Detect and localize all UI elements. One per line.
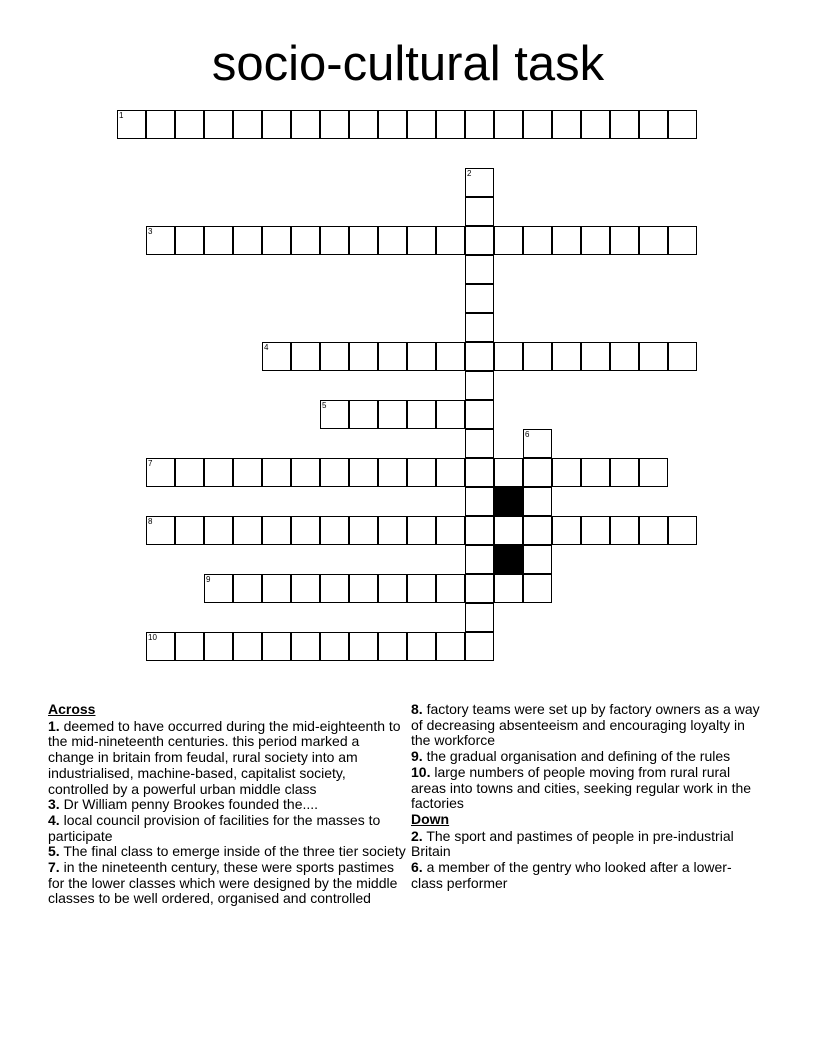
clue-across-3 <box>48 797 408 813</box>
crossword-cell[interactable] <box>407 342 436 371</box>
crossword-cell[interactable] <box>436 516 465 545</box>
crossword-cell[interactable] <box>146 458 175 487</box>
clue-number: 3. <box>48 796 60 813</box>
clue-number: 9. <box>411 748 423 765</box>
crossword-cell[interactable] <box>407 226 436 255</box>
crossword-cell[interactable] <box>349 632 378 661</box>
crossword-cell[interactable] <box>523 226 552 255</box>
crossword-cell[interactable] <box>465 255 494 284</box>
crossword-cell[interactable] <box>436 632 465 661</box>
crossword-cell[interactable] <box>581 458 610 487</box>
crossword-cell[interactable] <box>610 342 639 371</box>
crossword-cell[interactable] <box>233 458 262 487</box>
crossword-cell[interactable] <box>465 516 494 545</box>
clue-text: the gradual organisation and defining of the rules <box>426 748 731 765</box>
clue-number: 4. <box>48 811 60 828</box>
crossword-cell[interactable] <box>349 458 378 487</box>
crossword-cell[interactable] <box>378 400 407 429</box>
crossword-cell[interactable] <box>175 516 204 545</box>
crossword-cell[interactable] <box>233 574 262 603</box>
crossword-cell[interactable] <box>378 110 407 139</box>
crossword-cell[interactable] <box>291 110 320 139</box>
clue-text: large numbers of people moving from rural rural areas into towns and cities, seeking regular work in the factories <box>411 763 752 812</box>
crossword-cell[interactable] <box>146 110 175 139</box>
crossword-cell[interactable] <box>436 574 465 603</box>
crossword-cell[interactable] <box>465 458 494 487</box>
crossword-cell[interactable] <box>552 110 581 139</box>
crossword-cell[interactable] <box>320 400 349 429</box>
crossword-cell[interactable] <box>320 574 349 603</box>
clue-text: Dr William penny Brookes founded the.... <box>63 796 319 813</box>
crossword-cell[interactable] <box>175 632 204 661</box>
crossword-cell[interactable] <box>465 574 494 603</box>
crossword-cell[interactable] <box>523 342 552 371</box>
clue-text: factory teams were set up by factory owners as a way of decreasing absenteeism and encouraging loyalty in the workforce <box>411 701 760 749</box>
crossword-cell[interactable] <box>639 110 668 139</box>
crossword-cell[interactable] <box>465 632 494 661</box>
crossword-cell[interactable] <box>291 574 320 603</box>
across-heading: Across <box>48 701 96 717</box>
clue-number-label: 7 <box>148 459 153 468</box>
clue-across-9 <box>411 749 761 765</box>
crossword-cell[interactable] <box>233 632 262 661</box>
crossword-cell[interactable] <box>349 110 378 139</box>
crossword-cell[interactable] <box>494 226 523 255</box>
crossword-cell[interactable] <box>610 226 639 255</box>
crossword-cell[interactable] <box>465 342 494 371</box>
crossword-cell[interactable] <box>465 603 494 632</box>
clue-down-2 <box>411 829 761 860</box>
clue-number-label: 5 <box>322 401 327 410</box>
crossword-cell[interactable] <box>639 516 668 545</box>
crossword-cell[interactable] <box>378 458 407 487</box>
crossword-cell[interactable] <box>262 574 291 603</box>
crossword-cell[interactable] <box>407 458 436 487</box>
crossword-cell[interactable] <box>204 110 233 139</box>
crossword-cell[interactable] <box>204 516 233 545</box>
crossword-cell[interactable] <box>291 516 320 545</box>
clue-across-4 <box>48 813 408 844</box>
crossword-cell[interactable] <box>639 458 668 487</box>
crossword-cell[interactable] <box>494 574 523 603</box>
crossword-cell[interactable] <box>465 545 494 574</box>
crossword-cell[interactable] <box>523 458 552 487</box>
clues-column-left <box>48 702 408 907</box>
clue-number: 8. <box>411 701 423 717</box>
clue-number: 1. <box>48 717 60 734</box>
crossword-cell[interactable] <box>291 458 320 487</box>
crossword-cell[interactable] <box>320 110 349 139</box>
page-title: socio-cultural task <box>211 37 605 91</box>
clue-number-label: 10 <box>148 633 157 642</box>
crossword-cell[interactable] <box>262 342 291 371</box>
crossword-cell[interactable] <box>407 400 436 429</box>
clue-across-10 <box>411 765 761 812</box>
crossword-cell[interactable] <box>436 110 465 139</box>
crossword-cell[interactable] <box>523 487 552 516</box>
crossword-cell[interactable] <box>204 226 233 255</box>
clue-number-label: 4 <box>264 343 269 352</box>
crossword-cell[interactable] <box>407 110 436 139</box>
crossword-cell[interactable] <box>233 110 262 139</box>
crossword-cell[interactable] <box>552 458 581 487</box>
crossword-cell[interactable] <box>523 574 552 603</box>
crossword-cell[interactable] <box>320 632 349 661</box>
clue-number: 2. <box>411 827 423 844</box>
crossword-cell[interactable] <box>581 516 610 545</box>
crossword-cell[interactable] <box>523 429 552 458</box>
crossword-cell[interactable] <box>523 516 552 545</box>
crossword-cell[interactable] <box>378 574 407 603</box>
crossword-cell[interactable] <box>204 574 233 603</box>
clue-text: in the nineteenth century, these were sports pastimes for the lower classes which were designed by the middle classes to be well ordered, organised and controlled <box>48 859 398 907</box>
crossword-cell[interactable] <box>204 632 233 661</box>
crossword-cell[interactable] <box>378 632 407 661</box>
crossword-cell[interactable] <box>465 168 494 197</box>
crossword-cell[interactable] <box>552 226 581 255</box>
crossword-cell[interactable] <box>436 400 465 429</box>
crossword-cell[interactable] <box>291 342 320 371</box>
clue-across-1 <box>48 719 408 798</box>
crossword-cell[interactable] <box>494 110 523 139</box>
crossword-cell[interactable] <box>581 226 610 255</box>
clue-number-label: 9 <box>206 575 211 584</box>
crossword-cell[interactable] <box>175 458 204 487</box>
clue-text: The final class to emerge inside of the three tier society <box>63 843 406 860</box>
crossword-cell[interactable] <box>436 458 465 487</box>
crossword-block <box>494 545 523 574</box>
crossword-cell[interactable] <box>465 400 494 429</box>
clue-text: local council provision of facilities for the masses to participate <box>48 811 381 844</box>
clue-across-5 <box>48 844 408 860</box>
crossword-cell[interactable] <box>146 516 175 545</box>
crossword-cell[interactable] <box>378 226 407 255</box>
crossword-cell[interactable] <box>465 313 494 342</box>
crossword-cell[interactable] <box>494 516 523 545</box>
crossword-cell[interactable] <box>320 458 349 487</box>
crossword-cell[interactable] <box>349 342 378 371</box>
crossword-cell[interactable] <box>349 400 378 429</box>
crossword-cell[interactable] <box>349 574 378 603</box>
crossword-cell[interactable] <box>552 342 581 371</box>
crossword-cell[interactable] <box>668 516 697 545</box>
crossword-cell[interactable] <box>465 197 494 226</box>
crossword-cell[interactable] <box>407 574 436 603</box>
clue-across-8 <box>411 702 761 749</box>
crossword-cell[interactable] <box>436 342 465 371</box>
crossword-cell[interactable] <box>465 371 494 400</box>
clue-number: 6. <box>411 859 423 876</box>
crossword-cell[interactable] <box>523 545 552 574</box>
crossword-cell[interactable] <box>204 458 233 487</box>
crossword-cell[interactable] <box>581 110 610 139</box>
crossword-cell[interactable] <box>465 226 494 255</box>
clue-number-label: 3 <box>148 227 153 236</box>
crossword-cell[interactable] <box>668 342 697 371</box>
crossword-cell[interactable] <box>262 458 291 487</box>
crossword-cell[interactable] <box>436 226 465 255</box>
crossword-cell[interactable] <box>349 516 378 545</box>
crossword-cell[interactable] <box>668 226 697 255</box>
clues-column-right <box>411 702 761 891</box>
crossword-cell[interactable] <box>262 110 291 139</box>
crossword-cell[interactable] <box>378 342 407 371</box>
crossword-cell[interactable] <box>262 226 291 255</box>
crossword-cell[interactable] <box>291 226 320 255</box>
crossword-cell[interactable] <box>668 110 697 139</box>
crossword-cell[interactable] <box>407 632 436 661</box>
crossword-cell[interactable] <box>465 110 494 139</box>
clue-text: The sport and pastimes of people in pre-industrial Britain <box>411 827 734 860</box>
down-heading: Down <box>411 810 450 827</box>
crossword-cell[interactable] <box>146 632 175 661</box>
crossword-cell[interactable] <box>610 458 639 487</box>
crossword-cell[interactable] <box>465 284 494 313</box>
crossword-cell[interactable] <box>233 516 262 545</box>
crossword-cell[interactable] <box>175 110 204 139</box>
crossword-cell[interactable] <box>639 226 668 255</box>
clue-number: 7. <box>48 859 60 876</box>
crossword-cell[interactable] <box>552 516 581 545</box>
crossword-cell[interactable] <box>262 632 291 661</box>
crossword-cell[interactable] <box>175 226 204 255</box>
crossword-cell[interactable] <box>523 110 552 139</box>
clue-number: 10. <box>411 763 431 780</box>
crossword-cell[interactable] <box>465 487 494 516</box>
crossword-cell[interactable] <box>320 342 349 371</box>
crossword-cell[interactable] <box>610 516 639 545</box>
clue-text: a member of the gentry who looked after a lower-class performer <box>411 859 732 891</box>
crossword-cell[interactable] <box>320 516 349 545</box>
crossword-cell[interactable] <box>494 342 523 371</box>
clue-text: deemed to have occurred during the mid-eighteenth to the mid-nineteenth centuries. this period marked a change in britain from feudal, rural society into am industrialised, machine-based, capitalist society, controlled by a powerful urban middle class <box>48 717 401 797</box>
crossword-cell[interactable] <box>146 226 175 255</box>
crossword-cell[interactable] <box>610 110 639 139</box>
crossword-cell[interactable] <box>407 516 436 545</box>
clue-number-label: 8 <box>148 517 153 526</box>
crossword-cell[interactable] <box>465 429 494 458</box>
crossword-cell[interactable] <box>639 342 668 371</box>
clue-number-label: 1 <box>119 111 124 120</box>
crossword-cell[interactable] <box>117 110 146 139</box>
crossword-cell[interactable] <box>494 458 523 487</box>
crossword-block <box>494 487 523 516</box>
crossword-cell[interactable] <box>291 632 320 661</box>
clue-number-label: 2 <box>467 169 472 178</box>
clue-number-label: 6 <box>525 430 530 439</box>
crossword-cell[interactable] <box>581 342 610 371</box>
crossword-cell[interactable] <box>262 516 291 545</box>
crossword-cell[interactable] <box>320 226 349 255</box>
crossword-cell[interactable] <box>378 516 407 545</box>
clue-across-7 <box>48 860 408 907</box>
crossword-cell[interactable] <box>233 226 262 255</box>
crossword-cell[interactable] <box>349 226 378 255</box>
clue-number: 5. <box>48 843 60 860</box>
clue-down-6 <box>411 860 761 891</box>
